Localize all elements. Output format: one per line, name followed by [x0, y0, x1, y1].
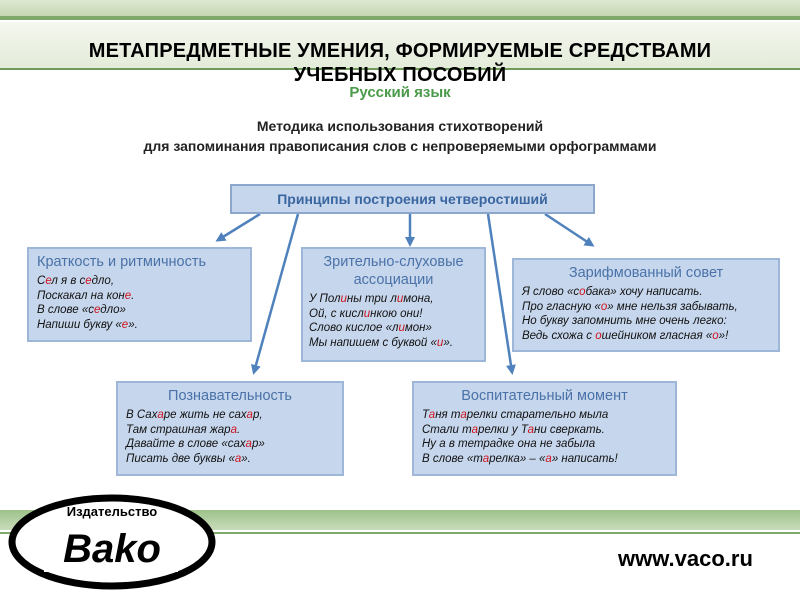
highlighted-letter: а: [234, 452, 242, 465]
poem-text: ре жить не сах: [163, 409, 247, 421]
box-educational-lines: [422, 408, 667, 466]
poem-text: ны три л: [346, 293, 397, 305]
poem-text: Поскакал на кон: [37, 289, 125, 302]
poem-text: » мне нельзя забывать,: [607, 300, 738, 313]
poem-text: Про гласную «: [522, 300, 601, 313]
highlighted-letter: а: [157, 409, 164, 421]
poem-text: Там страшная жар: [126, 423, 231, 436]
box-brevity-title: Краткость и ритмичность: [37, 254, 207, 270]
logo-main-text: Bako: [63, 527, 161, 571]
poem-text: ».: [241, 452, 251, 465]
poem-text: У Пол: [309, 293, 341, 305]
highlighted-letter: а: [246, 409, 253, 421]
page-title-line-2: УЧЕБНЫХ ПОСОБИЙ: [293, 64, 507, 86]
poem-line: [309, 321, 478, 336]
poem-line: [37, 303, 242, 318]
highlighted-letter: и: [396, 293, 404, 305]
highlighted-letter: а: [245, 438, 252, 450]
poem-text: ни сверкать.: [534, 423, 605, 436]
poem-text: В Сах: [126, 409, 158, 421]
poem-line: [126, 408, 334, 423]
highlighted-letter: о: [712, 329, 719, 342]
box-cognitive-lines: [126, 408, 334, 466]
highlighted-letter: е: [45, 275, 52, 287]
box-educational: [412, 381, 677, 476]
poem-line: [422, 408, 667, 423]
box-advice-title: Зарифмованный совет: [568, 265, 724, 281]
poem-line: [126, 437, 334, 452]
poem-text: Т: [422, 409, 429, 421]
poem-text: Но букву запомнить мне очень легко:: [522, 315, 727, 327]
highlighted-letter: и: [363, 307, 371, 320]
box-brevity: [27, 247, 252, 342]
poem-text: л я в с: [51, 275, 86, 287]
poem-text: ».: [443, 336, 453, 349]
poem-line: [37, 318, 242, 333]
highlighted-letter: и: [398, 322, 405, 334]
poem-text: »!: [718, 329, 729, 342]
highlighted-letter: о: [600, 300, 608, 313]
poem-text: .: [131, 289, 135, 302]
highlighted-letter: а: [428, 409, 436, 421]
poem-line: [37, 289, 242, 304]
poem-text: бака» хочу написать.: [585, 286, 703, 298]
highlighted-letter: о: [579, 286, 586, 298]
poem-line: [309, 336, 478, 351]
poem-text: релки старательно мыла: [466, 409, 609, 421]
poem-text: Мы напишем с буквой «: [309, 336, 437, 349]
poem-text: р»: [251, 438, 265, 450]
logo-top-text: Издательство: [66, 504, 158, 519]
poem-text: Слово кислое «л: [309, 322, 399, 334]
poem-line: [522, 300, 770, 315]
highlighted-letter: а: [527, 423, 535, 436]
poem-text: Писать две буквы «: [126, 452, 235, 465]
publisher-logo: [0, 480, 230, 600]
poem-text: В слове «с: [37, 304, 94, 316]
description-line-1: Методика использования стихотворений: [256, 118, 544, 134]
poem-text: мона,: [403, 293, 434, 305]
arrow-to-cognitive: [254, 214, 298, 372]
highlighted-letter: е: [85, 275, 92, 287]
poem-text: релка» – «: [489, 452, 546, 465]
poem-text: шейником гласная «: [601, 329, 713, 342]
highlighted-letter: е: [93, 304, 101, 316]
highlighted-letter: и: [340, 293, 347, 305]
subject-label: Русский язык: [349, 84, 451, 101]
highlighted-letter: е: [121, 318, 129, 331]
poem-text: Напиши букву «: [37, 318, 122, 331]
poem-text: дло»: [100, 304, 126, 316]
highlighted-letter: е: [124, 289, 132, 302]
principles-box: Принципы построения четверостиший: [230, 184, 595, 214]
poem-text: » написать!: [551, 452, 618, 465]
arrow-to-educational: [488, 214, 512, 372]
box-visual-title-line-2: ассоциации: [353, 272, 434, 288]
box-visual-title-line-1: Зрительно-слуховые: [323, 254, 464, 270]
highlighted-letter: а: [230, 423, 237, 436]
website-url[interactable]: www.vaco.ru: [618, 546, 753, 571]
poem-text: релки у Т: [477, 423, 528, 436]
highlighted-letter: о: [595, 329, 602, 342]
poem-text: .: [236, 423, 241, 436]
box-cognitive: [116, 381, 344, 476]
highlighted-letter: а: [460, 409, 467, 421]
poem-text: р,: [252, 409, 263, 421]
poem-text: ня т: [435, 409, 461, 421]
box-visual: [301, 247, 486, 362]
poem-line: [522, 314, 770, 329]
poem-text: Ну а в тетрадке она не забыла: [422, 438, 596, 450]
poem-line: [309, 292, 478, 307]
highlighted-letter: а: [471, 423, 478, 436]
poem-line: [522, 329, 770, 344]
highlighted-letter: а: [482, 452, 490, 465]
poem-text: Ведь схожа с: [522, 329, 596, 342]
poem-text: Я слово «с: [522, 286, 580, 298]
highlighted-letter: а: [545, 452, 552, 465]
poem-line: [422, 423, 667, 438]
box-cognitive-title: Познавательность: [168, 388, 292, 404]
poem-line: [422, 437, 667, 452]
page-title-line-1: МЕТАПРЕДМЕТНЫЕ УМЕНИЯ, ФОРМИРУЕМЫЕ СРЕДСТВАМИ: [88, 40, 712, 62]
poem-text: В слове «т: [422, 452, 483, 465]
poem-line: [37, 274, 242, 289]
description-line-2: для запоминания правописания слов с непроверяемыми орфограммами: [143, 138, 657, 154]
poem-text: мон»: [404, 322, 432, 334]
poem-text: Стали т: [422, 423, 472, 436]
poem-text: ».: [128, 318, 138, 331]
poem-text: нкою они!: [370, 307, 423, 320]
poem-line: [422, 452, 667, 467]
box-educational-title: Воспитательный момент: [461, 388, 628, 404]
poem-text: Ой, с кисл: [309, 307, 364, 320]
poem-text: дло,: [91, 275, 115, 287]
poem-text: Давайте в слове «сах: [126, 438, 246, 450]
highlighted-letter: и: [436, 336, 444, 349]
box-advice: [512, 258, 780, 352]
arrow-to-brevity: [218, 214, 260, 240]
poem-text: С: [37, 275, 46, 287]
box-brevity-lines: [37, 274, 242, 332]
poem-line: [309, 307, 478, 322]
arrow-to-advice: [545, 214, 592, 245]
box-visual-lines: [309, 292, 478, 350]
poem-line: [126, 423, 334, 438]
poem-line: [522, 285, 770, 300]
poem-line: [126, 452, 334, 467]
box-advice-lines: [522, 285, 770, 343]
